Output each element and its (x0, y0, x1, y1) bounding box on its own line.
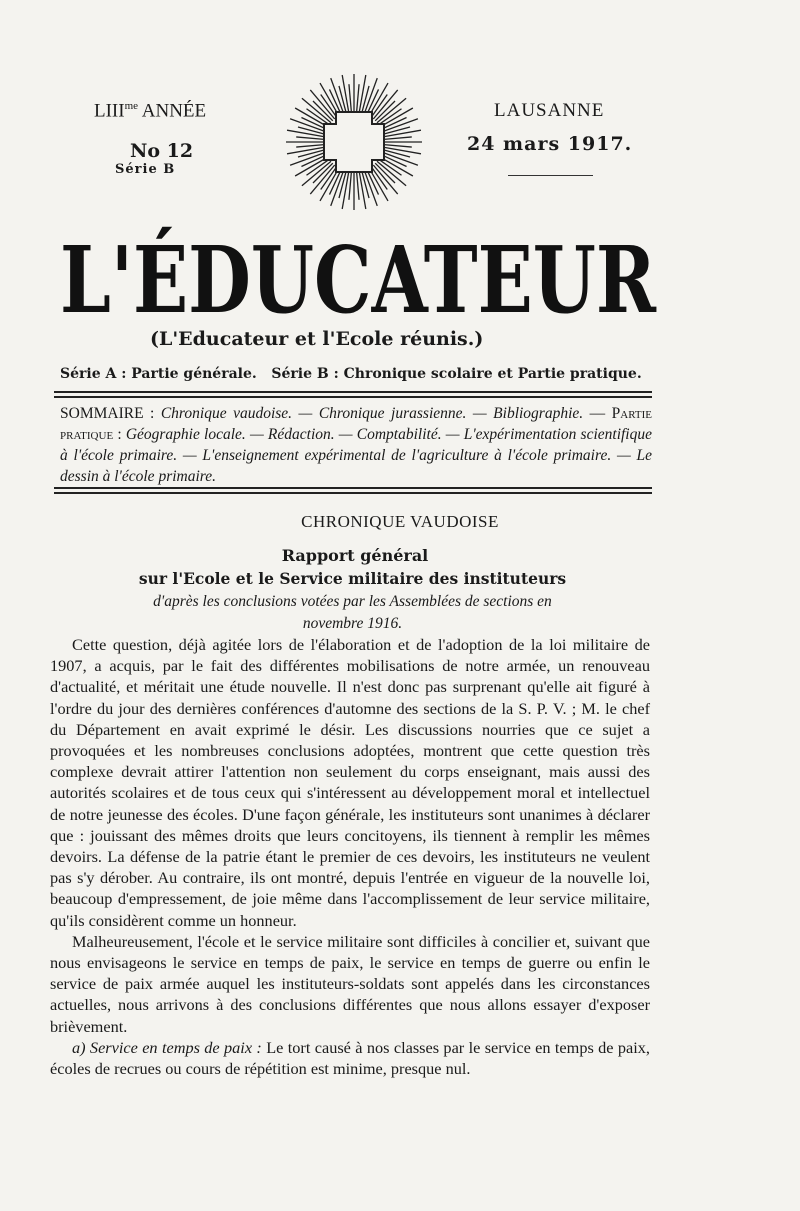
issue-date: 24 mars 1917. (467, 133, 633, 155)
section-heading: CHRONIQUE VAUDOISE (301, 512, 499, 531)
series-description: Série A : Partie générale. Série B : Chronique scolaire et Partie pratique. (60, 366, 642, 382)
emblem-ray (349, 172, 351, 200)
sommaire-label: SOMMAIRE : (60, 405, 161, 422)
issue-number: No 12 (130, 140, 194, 162)
divider-rule (54, 391, 652, 398)
article-body (50, 634, 650, 1079)
emblem-ray (296, 145, 324, 147)
sommaire-items-2: Géographie locale. — Rédaction. — Comptabilité. — L'expérimentation scientifique à l'école primaire. — L'enseignement expérimental de l'agriculture à l'école primaire. — Le dessin à l'école primaire. (60, 426, 652, 485)
emblem-ray (342, 172, 349, 209)
article-title: Rapport général (281, 546, 429, 565)
emblem-ray (287, 147, 324, 154)
masthead-title (58, 226, 658, 334)
svg-text:L'ÉDUCATEUR: L'ÉDUCATEUR (60, 226, 657, 334)
paragraph: Cette question, déjà agitée lors de l'élaboration et de l'adoption de la loi militaire de 1907, a acquis, par le fait des différentes mobilisations de notre armée, un renouveau d'actualité, et méritait une étude nouvelle. Il n'est donc pas surprenant qu'elle ait figuré à l'ordre du jour des dernières conférences d'automne des sections de la S. P. V. ; M. le chef du Département en avait exprimé le désir. Les discussions nourries que ce sujet a provoquées et les nombreuses conclusions adoptées, montrent que cette question très complexe devrait attirer l'attention non seulement du corps enseignant, mais aussi des autorités scolaires et de tous ceux qui s'intéressent au développement moral et intellectuel de notre jeunesse des écoles. D'une façon générale, les instituteurs sont unanimes à déclarer que : jouissant des mêmes droits que leurs concitoyens, ils tiennent à remplir les mêmes devoirs. La défense de la patrie étant le premier de ces devoirs, les instituteurs ne veulent pas s'y dérober. Au contraire, ils ont montré, depuis l'entrée en vigueur de la nouvelle loi, beaucoup d'empressement, de joie même dans l'accomplissement de leur service militaire, qu'ils considèrent comme un honneur. (50, 635, 650, 930)
emblem-ray (384, 147, 421, 154)
sommaire-items: Chronique vaudoise. — Chronique jurassienne. — Bibliographie. (160, 405, 584, 422)
article-note: d'après les conclusions votées par les Assemblées de sections en novembre 1916. (153, 593, 552, 632)
year-label: $LIII^{me}$ ANNÉE (94, 100, 207, 122)
partie-pratique-label: — Partie pratique : (60, 405, 652, 443)
emblem-ray (384, 130, 421, 137)
emblem-ray (384, 145, 412, 147)
subtitle: (L'Educateur et l'Ecole réunis.) (150, 328, 484, 350)
emblem-ray (357, 84, 359, 112)
emblem-ray (357, 172, 359, 200)
emblem-ray (342, 75, 349, 112)
table-of-contents (60, 403, 652, 487)
divider-rule (54, 487, 652, 494)
series-label: Série B (115, 162, 176, 177)
emblem-ray (359, 75, 366, 112)
article-subtitle: sur l'Ecole et le Service militaire des instituteurs (138, 569, 567, 588)
emblem-ray (287, 130, 324, 137)
swiss-cross-emblem-icon (284, 72, 424, 212)
emblem-ray (384, 137, 412, 139)
emblem-ray (359, 172, 366, 209)
city-label: LAUSANNE (494, 100, 605, 121)
paragraph: Malheureusement, l'école et le service militaire sont difficiles à concilier et, suivant que nous envisageons le service en temps de paix, le service en temps de guerre ou enfin le service de paix armée auquel les instituteurs-soldats sont appelés dans les circonstances actuelles, nous arrivons à des conclusions différentes que nous allons essayer d'exposer brièvement. (50, 931, 650, 1036)
emblem-ray (349, 84, 351, 112)
date-underline (508, 175, 593, 176)
emblem-ray (296, 137, 324, 139)
paragraph: a) Service en temps de paix : Le tort causé à nos classes par le service en temps de paix, écoles de recrues ou cours de répétition est minime, presque nul. (50, 1037, 651, 1079)
